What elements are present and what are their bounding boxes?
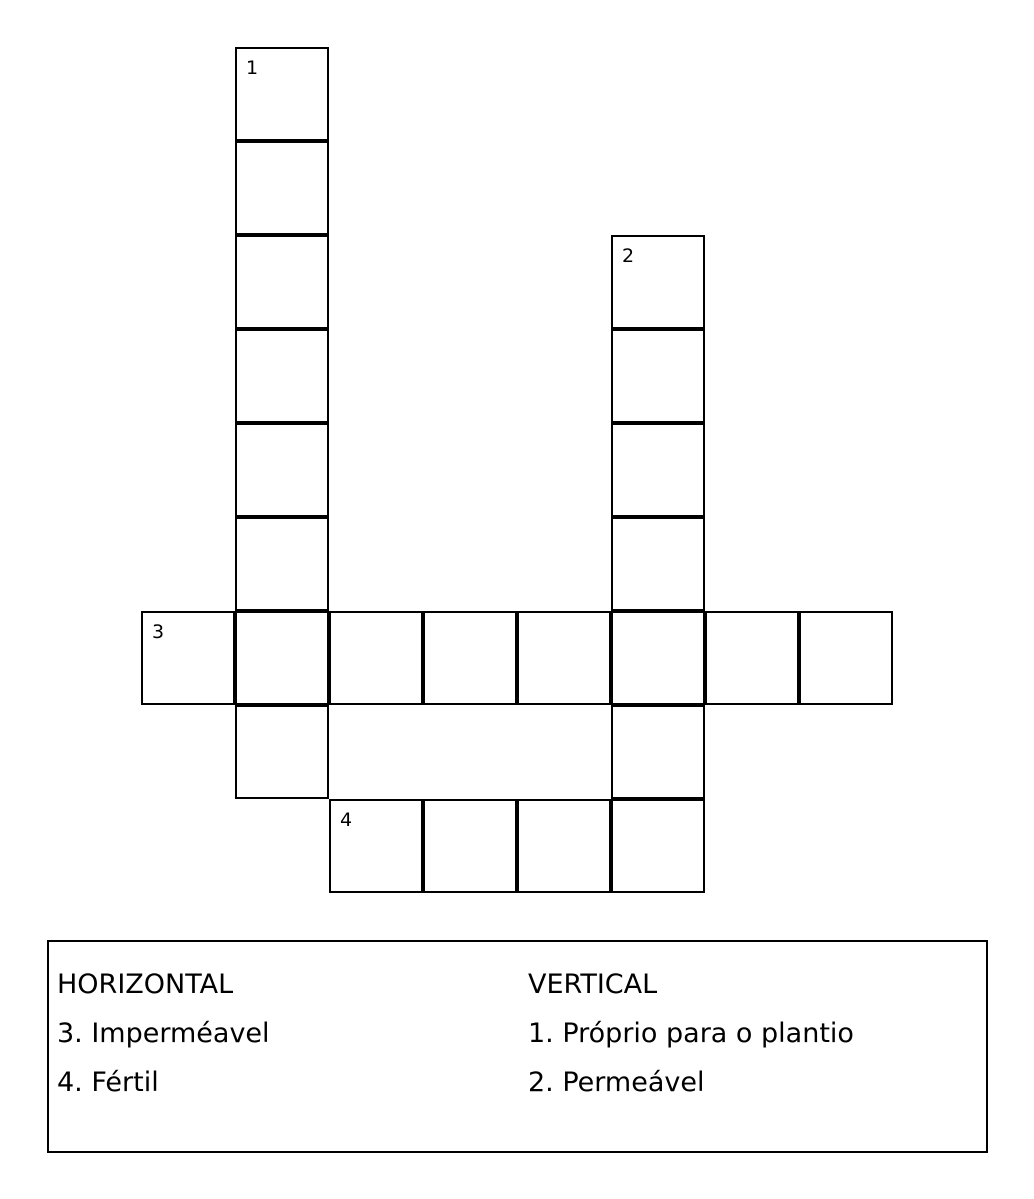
crossword-cell[interactable]: [235, 47, 329, 141]
clue-1: 1. Próprio para o plantio: [528, 1018, 854, 1049]
crossword-cell[interactable]: [611, 611, 705, 705]
crossword-cell[interactable]: [611, 705, 705, 799]
crossword-cell[interactable]: [235, 611, 329, 705]
crossword-cell[interactable]: [611, 235, 705, 329]
clue-number: 3: [152, 621, 165, 643]
crossword-cell[interactable]: [423, 799, 517, 893]
crossword-cell[interactable]: [235, 235, 329, 329]
crossword-cell[interactable]: [235, 705, 329, 799]
crossword-cell[interactable]: [517, 611, 611, 705]
horizontal-clues: [57, 960, 270, 1107]
crossword-cell[interactable]: [611, 423, 705, 517]
crossword-cell[interactable]: [423, 611, 517, 705]
crossword-cell[interactable]: [517, 799, 611, 893]
crossword-cell[interactable]: [141, 611, 235, 705]
crossword-cell[interactable]: [611, 329, 705, 423]
crossword-cell[interactable]: [235, 329, 329, 423]
crossword-cell[interactable]: [329, 799, 423, 893]
clue-number: 1: [246, 57, 259, 79]
vertical-heading: VERTICAL: [528, 969, 658, 1000]
crossword-cell[interactable]: [799, 611, 893, 705]
crossword-cell[interactable]: [235, 141, 329, 235]
clue-2: 2. Permeável: [528, 1067, 705, 1098]
clues-box: [47, 940, 988, 1153]
clue-number: 4: [340, 809, 353, 831]
crossword-cell[interactable]: [611, 517, 705, 611]
crossword-cell[interactable]: [611, 799, 705, 893]
horizontal-heading: HORIZONTAL: [57, 969, 234, 1000]
crossword-cell[interactable]: [235, 423, 329, 517]
clue-number: 2: [622, 245, 635, 267]
clue-4: 4. Fértil: [57, 1067, 159, 1098]
crossword-cell[interactable]: [235, 517, 329, 611]
clue-3: 3. Imperméavel: [57, 1018, 270, 1049]
crossword-cell[interactable]: [329, 611, 423, 705]
crossword-cell[interactable]: [705, 611, 799, 705]
vertical-clues: [528, 960, 854, 1107]
